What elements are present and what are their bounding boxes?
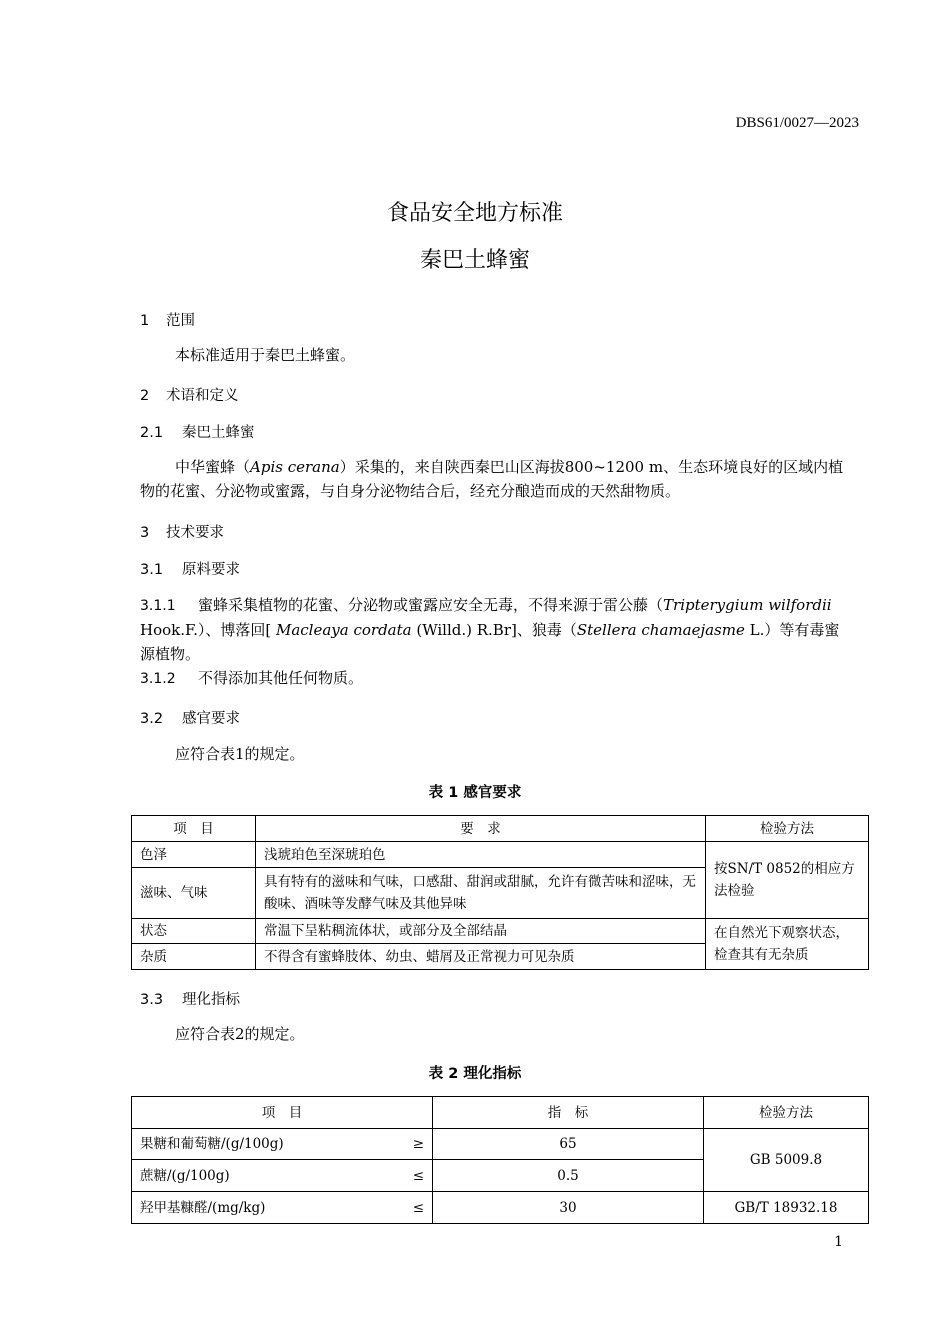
table-row: 浅琥珀色至深琥珀色 bbox=[256, 842, 706, 868]
table-1 bbox=[131, 815, 869, 970]
table-2-header-item: 项 目 bbox=[132, 1097, 433, 1129]
table-row: 具有特有的滋味和气味，口感甜、甜润或甜腻，允许有微苦味和涩味，无酸味、酒味等发酵气味及其他异味 bbox=[256, 868, 706, 919]
table-row: 杂质 bbox=[132, 944, 256, 970]
table-1-method-2: 在自然光下观察状态，检查其有无杂质 bbox=[706, 919, 869, 970]
table-row: 滋味、气味 bbox=[132, 868, 256, 919]
section-3-1-2-text: 3.1.2 不得添加其他任何物质。 bbox=[140, 669, 364, 687]
section-2-heading: 2 术语和定义 bbox=[140, 388, 239, 404]
table-2-caption: 表 2 理化指标 bbox=[428, 1066, 522, 1082]
table-2-method-1: GB 5009.8 bbox=[704, 1129, 869, 1192]
section-2-1-heading: 2.1 秦巴土蜂蜜 bbox=[140, 425, 255, 441]
table-row: 常温下呈粘稠流体状，或部分及全部结晶 bbox=[256, 919, 706, 944]
section-1-heading: 1 范围 bbox=[140, 313, 195, 329]
table-2-method-2: GB/T 18932.18 bbox=[704, 1192, 869, 1224]
section-3-heading: 3 技术要求 bbox=[140, 525, 224, 541]
section-3-3-heading: 3.3 理化指标 bbox=[140, 992, 240, 1008]
section-1-text: 本标准适用于秦巴土蜂蜜。 bbox=[175, 346, 356, 364]
page-number: 1 bbox=[834, 1234, 843, 1250]
table-2 bbox=[131, 1096, 869, 1224]
table-row: 色泽 bbox=[132, 842, 256, 868]
table-row: 0.5 bbox=[433, 1160, 704, 1192]
table-1-caption: 表 1 感官要求 bbox=[428, 785, 522, 801]
table-row: 不得含有蜜蜂肢体、幼虫、蜡屑及正常视力可见杂质 bbox=[256, 944, 706, 970]
section-2-1-text: 中华蜜蜂（Apis cerana）采集的，来自陕西秦巴山区海拔800~1200 m、生态环境良好的区域内植物的花蜜、分泌物或蜜露，与自身分泌物结合后，经充分酿造而成的天然甜物质。 bbox=[140, 458, 844, 500]
table-1-header-method: 检验方法 bbox=[706, 816, 869, 842]
document-subtitle: 秦巴土蜂蜜 bbox=[419, 248, 530, 273]
table-row: 30 bbox=[433, 1192, 704, 1224]
section-3-3-text: 应符合表2的规定。 bbox=[175, 1025, 305, 1043]
section-3-2-text: 应符合表1的规定。 bbox=[175, 745, 305, 763]
document-title: 食品安全地方标准 bbox=[386, 201, 563, 226]
table-row: 羟甲基糠醛/(mg/kg) ≤ bbox=[132, 1192, 433, 1224]
table-1-header-requirement: 要 求 bbox=[256, 816, 706, 842]
table-1-method-1: 按SN/T 0852的相应方法检验 bbox=[706, 842, 869, 919]
section-3-1-1-text: 3.1.1 蜜蜂采集植物的花蜜、分泌物或蜜露应安全无毒，不得来源于雷公藤（Tripterygium wilfordii Hook.F.）、博落回[ Macleaya cordata (Willd.) R.Br]、狼毒（Stellera chamaejasme L.）等有毒蜜源植物。 bbox=[140, 596, 840, 663]
table-row: 65 bbox=[433, 1129, 704, 1160]
table-row: 状态 bbox=[132, 919, 256, 944]
table-1-header-item: 项 目 bbox=[132, 816, 256, 842]
document-code: DBS61/0027—2023 bbox=[735, 115, 859, 131]
table-row: 蔗糖/(g/100g) ≤ bbox=[132, 1160, 433, 1192]
table-2-header-value: 指 标 bbox=[433, 1097, 704, 1129]
section-3-1-heading: 3.1 原料要求 bbox=[140, 562, 240, 578]
table-row: 果糖和葡萄糖/(g/100g) ≥ bbox=[132, 1129, 433, 1160]
section-3-2-heading: 3.2 感官要求 bbox=[140, 711, 240, 727]
table-2-header-method: 检验方法 bbox=[704, 1097, 869, 1129]
